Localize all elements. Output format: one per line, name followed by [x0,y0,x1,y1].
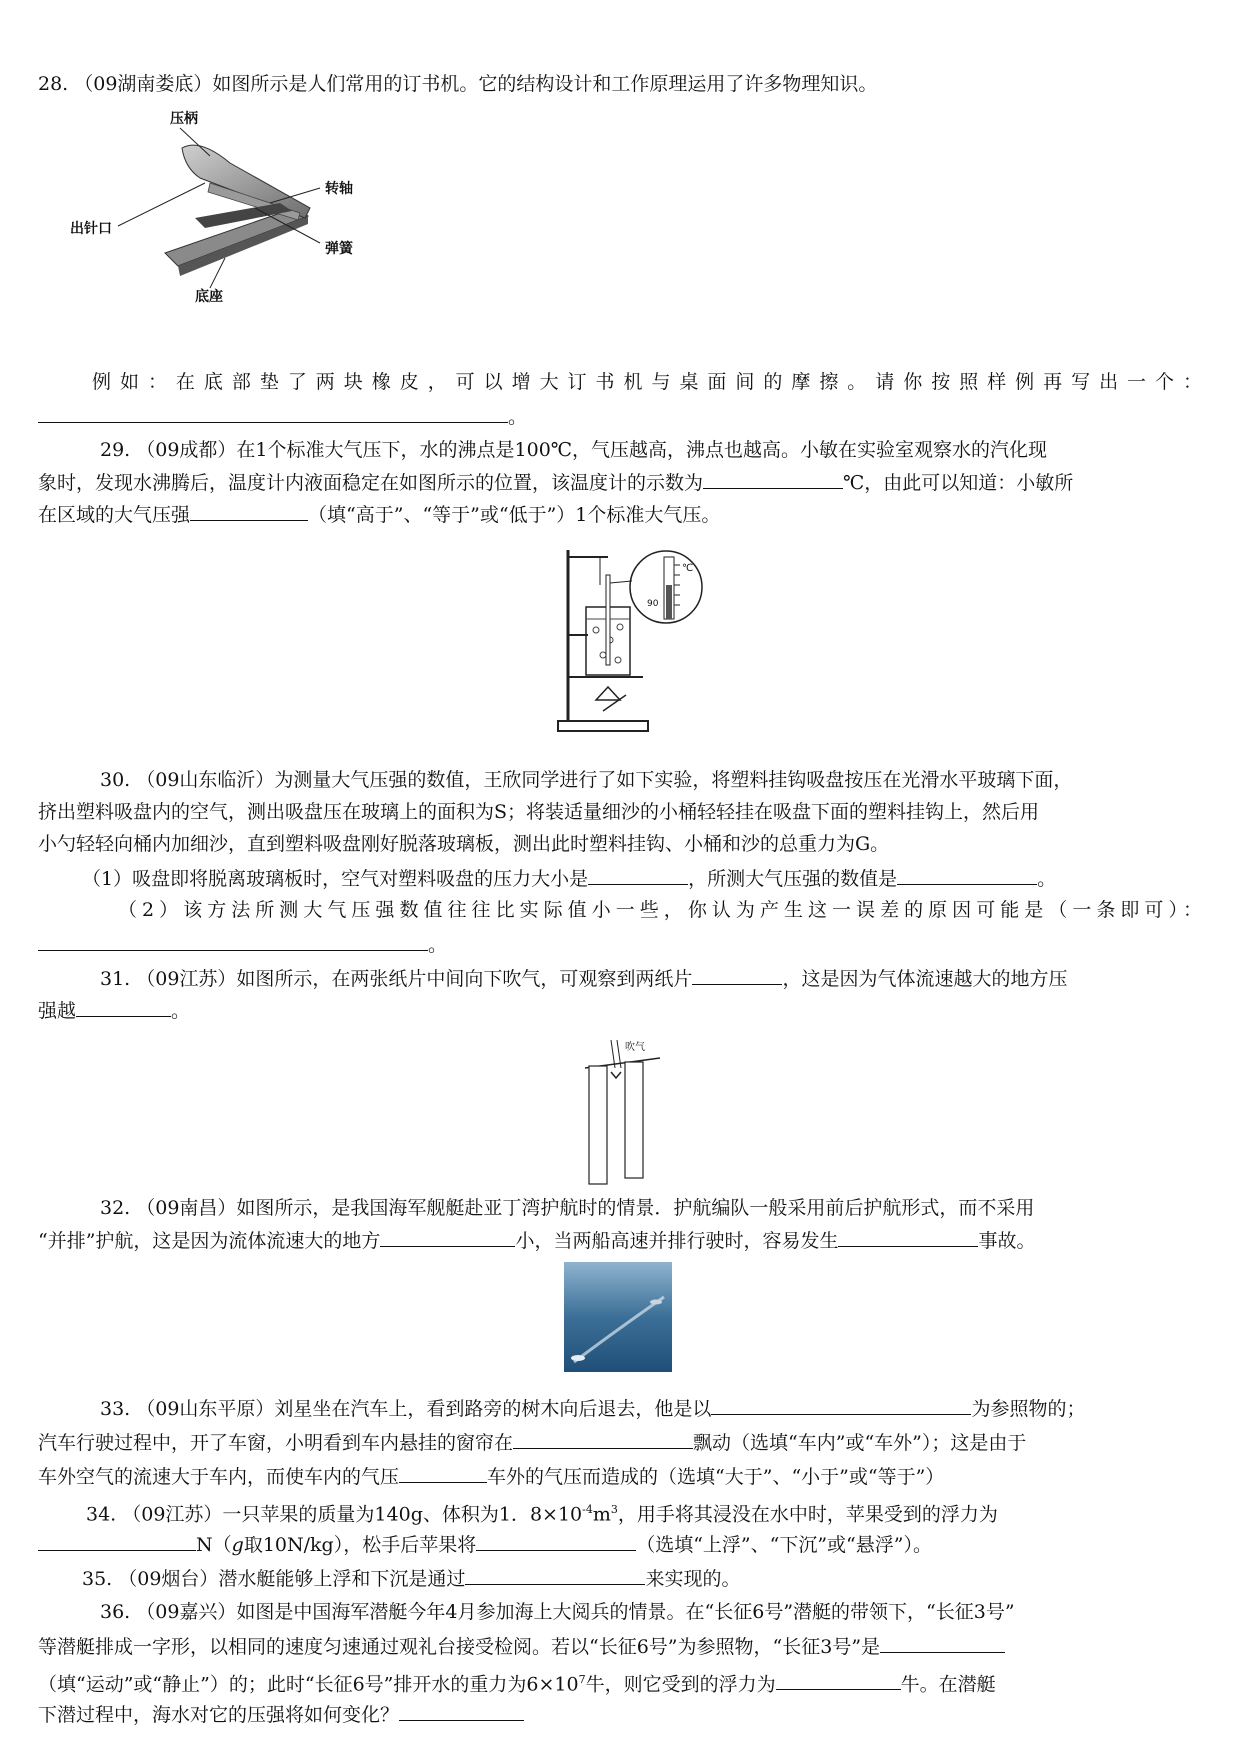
q34-blank2[interactable] [476,1532,636,1551]
q33-line1: 33. （09山东平原）刘星坐在汽车上，看到路旁的树木向后退去，他是以 为参照物的； [100,1398,1086,1420]
q28-example: 例如：在底部垫了两块橡皮，可以增大订书机与桌面间的摩擦。请你按照样例再写出一个： [92,371,1202,393]
q31-line2: 强越 。 [38,1000,191,1022]
q31-blank2[interactable] [76,998,171,1017]
q29-line3: 在区域的大气压强 （填“高于”、“等于”或“低于”）1个标准大气压。 [38,504,721,526]
q31-blank1[interactable] [692,966,782,985]
label-spring: 弹簧 [325,241,353,257]
two-paper-sheets [575,1038,665,1188]
q35-line1: 35. （09烟台）潜水艇能够上浮和下沉是通过 来实现的。 [82,1568,741,1590]
label-outlet: 出针口 [70,221,112,237]
label-handle: 压柄 [170,111,198,127]
q30-line1: 30. （09山东临沂）为测量大气压强的数值，王欣同学进行了如下实验，将塑料挂钩吸盘按压在光滑水平玻璃下面， [100,769,1073,791]
q36-line4: 下潜过程中，海水对它的压强将如何变化？ [38,1702,524,1727]
q29-line2: 象时，发现水沸腾后，温度计内液面稳定在如图所示的位置，该温度计的示数为 ℃，由此可以知道：小敏所 [38,472,1074,494]
stapler-illustration [70,108,400,308]
q32-blank2[interactable] [838,1228,978,1247]
boiling-apparatus-figure [548,545,718,735]
q36-line3: （填“运动”或“静止”）的；此时“长征6号”排开水的重力为$6\times 10^7$牛，则它受到的浮力为 牛。在潜艇 [38,1673,996,1696]
q31-line1: 31. （09江苏）如图所示，在两张纸片中间向下吹气，可观察到两纸片 ，这是因为气体流速越大的地方压 [100,968,1068,990]
q33-line3: 车外空气的流速大于车内，而使车内的气压 车外的气压而造成的（选填“大于”、“小于”或“等于”） [38,1466,945,1488]
q30-line3: 小勺轻轻向桶内加细沙，直到塑料吸盘刚好脱落玻璃板，测出此时塑料挂钩、小桶和沙的总重力为G。 [38,833,890,855]
q33-line2: 汽车行驶过程中，开了车窗，小明看到车内悬挂的窗帘在 飘动（选填“车内”或“车外”）；这是由于 [38,1432,1027,1454]
q36-line1: 36. （09嘉兴）如图是中国海军潜艇今年4月参加海上大阅兵的情景。在“长征6号”潜艇的带领下，“长征3号” [100,1601,1015,1623]
paper-sheets-figure [575,1038,665,1188]
q30-blank1[interactable] [588,866,688,885]
q36-blank1[interactable] [880,1634,1005,1653]
q33-blank2[interactable] [513,1430,693,1449]
q30-answer-line: 。 [38,932,447,957]
q34-line1: 34. （09江苏）一只苹果的质量为140g、体积为1．$8\times 10^{-4}m^3$，用手将其浸没在水中时，苹果受到的浮力为 [86,1503,998,1526]
thermometer-tick: 90 [647,599,659,609]
q29-blank2[interactable] [190,502,308,521]
q30-sub1: （1）吸盘即将脱离玻璃板时，空气对塑料吸盘的压力大小是 ，所测大气压强的数值是 。 [82,868,1057,890]
q28-text: 28. （09湖南娄底）如图所示是人们常用的订书机。它的结构设计和工作原理运用了许多物理知识。 [38,73,878,95]
q32-line2: “并排”护航，这是因为流体流速大的地方 小，当两船高速并排行驶时，容易发生 事故。 [38,1230,1036,1252]
label-axis: 转轴 [325,181,353,197]
q30-sub2: （2）该方法所测大气压强数值往往比实际值小一些，你认为产生这一误差的原因可能是（一条即可）： [118,899,1202,921]
q30-line2: 挤出塑料吸盘内的空气，测出吸盘压在玻璃上的面积为S；将装适量细沙的小桶轻轻挂在吸盘下面的塑料挂钩上，然后用 [38,801,1040,823]
q33-blank3[interactable] [399,1464,487,1483]
q32-blank1[interactable] [380,1228,515,1247]
q32-line1: 32. （09南昌）如图所示，是我国海军舰艇赴亚丁湾护航时的情景．护航编队一般采用前后护航形式，而不采用 [100,1197,1035,1219]
q33-blank1[interactable] [711,1396,971,1415]
label-base: 底座 [195,289,223,305]
q34-line2: N（g取10N/kg），松手后苹果将 （选填“上浮”、“下沉”或“悬浮”）。 [38,1532,932,1557]
q29-blank1[interactable] [703,470,843,489]
q29-line1: 29. （09成都）在1个标准大气压下，水的沸点是100℃，气压越高，沸点也越高。小敏在实验室观察水的汽化现 [100,439,1048,461]
thermometer-unit: ℃ [682,563,694,574]
warship-photo [564,1262,672,1372]
q36-blank2[interactable] [776,1671,901,1690]
q30-blank3[interactable] [38,932,428,951]
q34-blank1[interactable] [38,1532,196,1551]
q36-line2: 等潜艇排成一字形，以相同的速度匀速通过观礼台接受检阅。若以“长征6号”为参照物，“长征3号”是 [38,1634,1005,1659]
q35-blank1[interactable] [465,1566,645,1585]
q28-blank[interactable] [38,404,508,423]
blow-label: 吹气 [625,1042,645,1053]
warship-photo-image [564,1262,672,1372]
q28-answer-line: 。 [38,404,527,429]
stapler-figure [70,108,400,308]
q36-blank3[interactable] [399,1702,524,1721]
q30-blank2[interactable] [897,866,1037,885]
